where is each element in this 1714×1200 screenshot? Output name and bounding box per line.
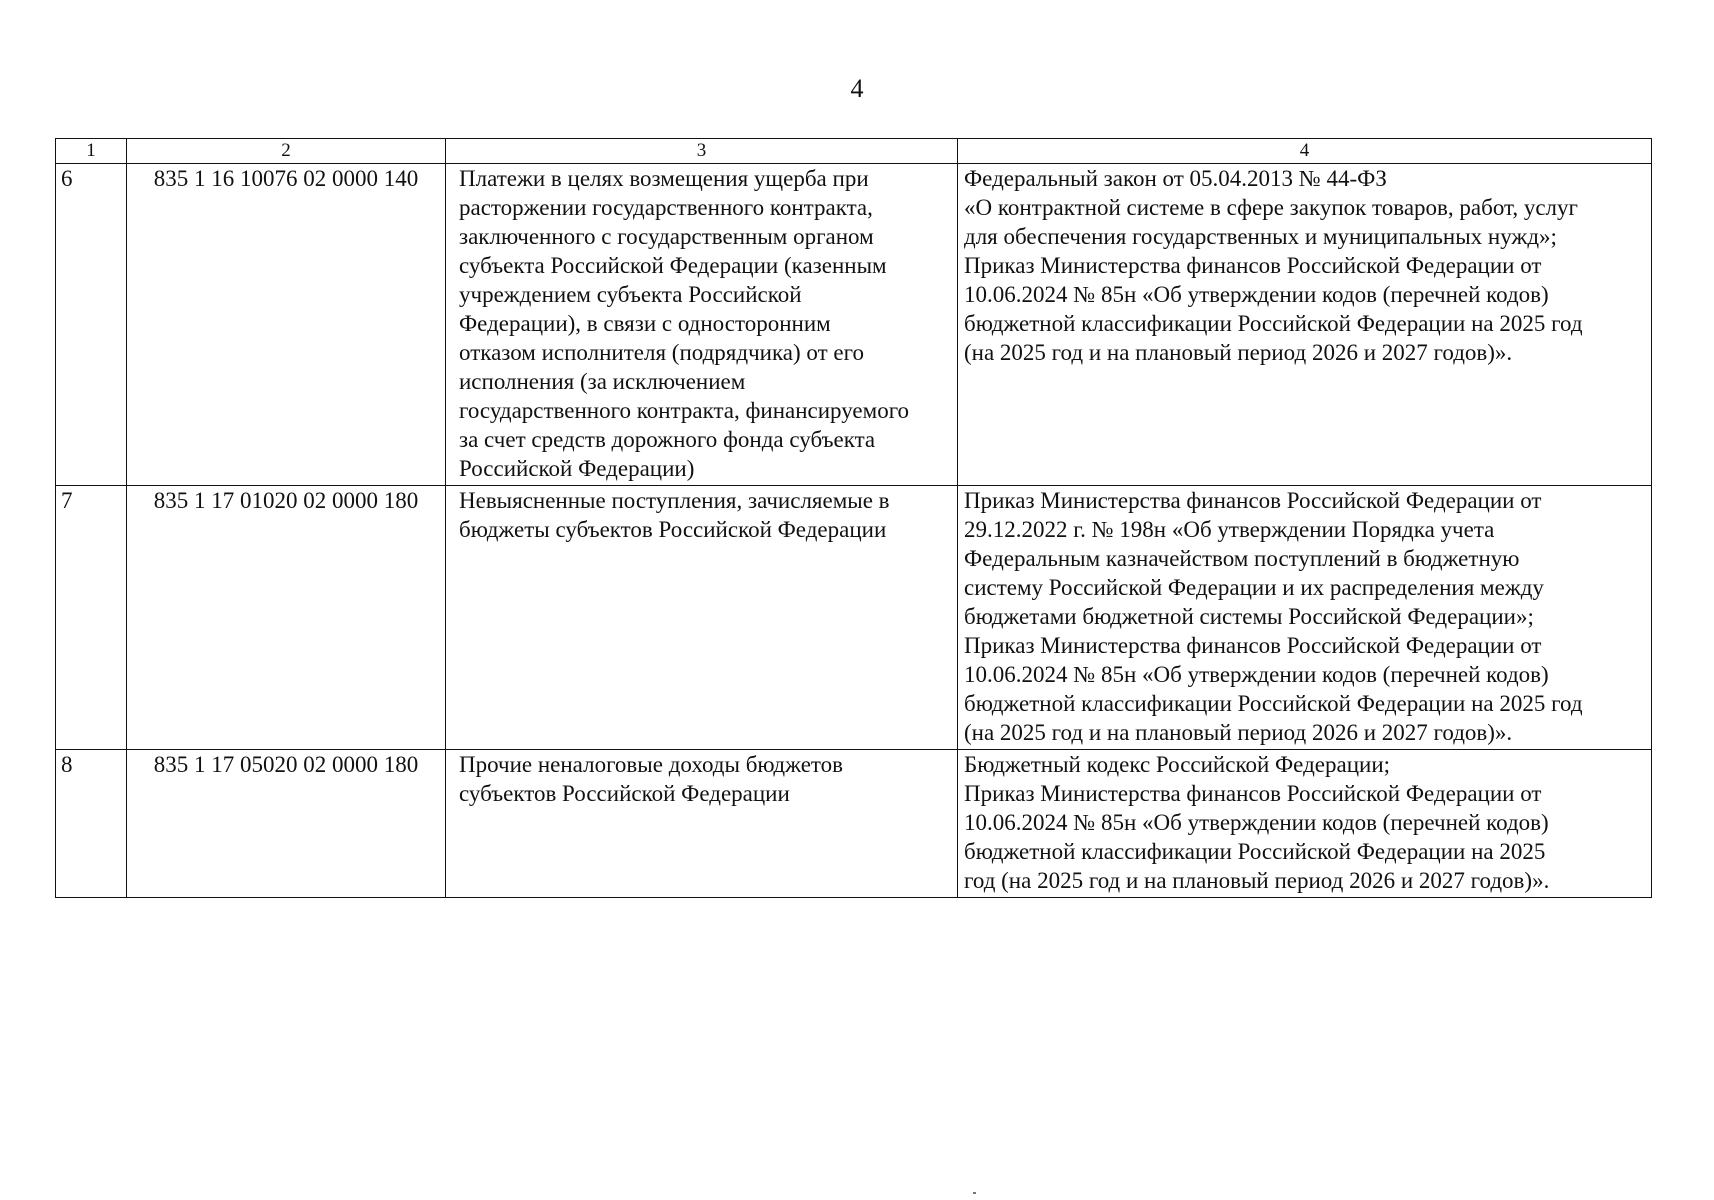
text-line: бюджетной классификации Российской Федерации на 2025 год xyxy=(964,691,1583,716)
text-line: расторжении государственного контракта, xyxy=(459,195,873,220)
text-line: Невыясненные поступления, зачисляемые в xyxy=(459,488,890,513)
text-line: отказом исполнителя (подрядчика) от его xyxy=(459,340,864,365)
text-line: (на 2025 год и на плановый период 2026 и 2027 годов)». xyxy=(964,720,1513,745)
text-line: 29.12.2022 г. № 198н «Об утверждении Порядка учета xyxy=(964,517,1495,542)
text-line: год (на 2025 год и на плановый период 2026 и 2027 годов)». xyxy=(964,868,1550,893)
row-number: 6 xyxy=(56,164,127,486)
header-col-2: 2 xyxy=(127,139,446,164)
text-line: заключенного с государственным органом xyxy=(459,224,874,249)
revenue-name xyxy=(446,750,958,898)
text-line: Приказ Министерства финансов Российской Федерации от xyxy=(964,781,1542,806)
text-line: Бюджетный кодекс Российской Федерации; xyxy=(964,752,1391,777)
text-line: Федерации), в связи с односторонним xyxy=(459,311,831,336)
text-line: учреждением субъекта Российской xyxy=(459,282,802,307)
text-line: Российской Федерации) xyxy=(459,456,695,481)
revenue-code: 835 1 17 05020 02 0000 180 xyxy=(127,750,446,898)
text-line: систему Российской Федерации и их распределения между xyxy=(964,575,1544,600)
page-number: 4 xyxy=(850,74,864,103)
text-line: Платежи в целях возмещения ущерба при xyxy=(459,166,869,191)
text-line: за счет средств дорожного фонда субъекта xyxy=(459,427,876,452)
scan-speck xyxy=(973,1192,976,1194)
text-line: Приказ Министерства финансов Российской Федерации от xyxy=(964,633,1542,658)
document-table xyxy=(55,138,1652,898)
table-row xyxy=(56,750,1652,898)
text-line: Федеральным казначейством поступлений в бюджетную xyxy=(964,546,1520,571)
text-line: бюджетной классификации Российской Федерации на 2025 год xyxy=(964,311,1583,336)
table-header-row xyxy=(56,139,1652,164)
text-line: (на 2025 год и на плановый период 2026 и 2027 годов)». xyxy=(964,340,1513,365)
text-line: субъектов Российской Федерации xyxy=(459,781,790,806)
text-line: бюджеты субъектов Российской Федерации xyxy=(459,517,887,542)
text-line: субъекта Российской Федерации (казенным xyxy=(459,253,887,278)
revenue-name xyxy=(446,164,958,486)
header-col-4: 4 xyxy=(958,139,1652,164)
row-number: 8 xyxy=(56,750,127,898)
revenue-code: 835 1 17 01020 02 0000 180 xyxy=(127,486,446,750)
text-line: 10.06.2024 № 85н «Об утверждении кодов (перечней кодов) xyxy=(964,810,1549,835)
text-line: для обеспечения государственных и муниципальных нужд»; xyxy=(964,224,1557,249)
text-line: Приказ Министерства финансов Российской Федерации от xyxy=(964,488,1542,513)
row-number: 7 xyxy=(56,486,127,750)
legal-basis xyxy=(958,486,1652,750)
text-line: «О контрактной системе в сфере закупок товаров, работ, услуг xyxy=(964,195,1578,220)
legal-basis xyxy=(958,750,1652,898)
text-line: Федеральный закон от 05.04.2013 № 44-ФЗ xyxy=(964,166,1387,191)
revenue-name xyxy=(446,486,958,750)
text-line: 10.06.2024 № 85н «Об утверждении кодов (перечней кодов) xyxy=(964,282,1549,307)
legal-basis xyxy=(958,164,1652,486)
text-line: бюджетной классификации Российской Федерации на 2025 xyxy=(964,839,1546,864)
revenue-code: 835 1 16 10076 02 0000 140 xyxy=(127,164,446,486)
text-line: Приказ Министерства финансов Российской Федерации от xyxy=(964,253,1542,278)
text-line: Прочие неналоговые доходы бюджетов xyxy=(459,752,844,777)
text-line: исполнения (за исключением xyxy=(459,369,746,394)
text-line: бюджетами бюджетной системы Российской Федерации»; xyxy=(964,604,1534,629)
table-row xyxy=(56,164,1652,486)
text-line: 10.06.2024 № 85н «Об утверждении кодов (перечней кодов) xyxy=(964,662,1549,687)
text-line: государственного контракта, финансируемого xyxy=(459,398,910,423)
header-col-3: 3 xyxy=(446,139,958,164)
header-col-1: 1 xyxy=(56,139,127,164)
table-row xyxy=(56,486,1652,750)
